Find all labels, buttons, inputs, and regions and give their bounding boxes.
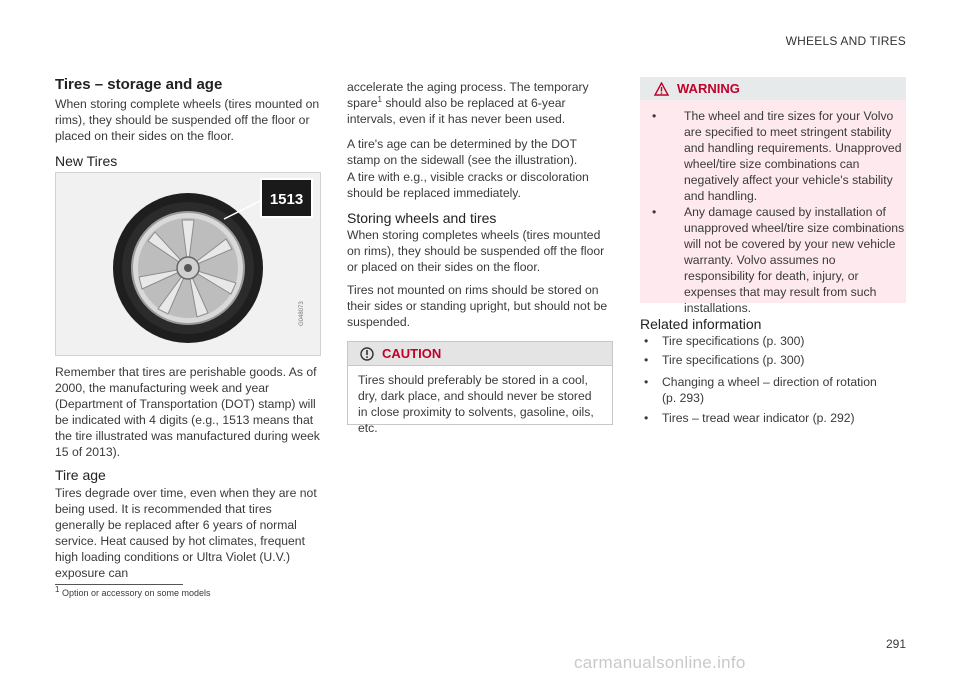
related-link[interactable]: Tire specifications (p. 300): [662, 334, 805, 348]
warning-item: [652, 204, 905, 315]
warning-triangle-icon: [654, 82, 669, 96]
page-header: WHEELS AND TIRES: [785, 34, 906, 48]
warning-item-text: The wheel and tire sizes for your Volvo are specified to meet stringent stability and handling requirements. Unapproved wheel/tire size combinations can negatively affect your vehicle's stability and handling.: [684, 109, 902, 203]
footnote-rule: [55, 584, 183, 585]
caution-label: CAUTION: [382, 345, 442, 361]
new-tires-heading: New Tires: [55, 153, 118, 169]
storing-heading: Storing wheels and tires: [347, 210, 497, 226]
storing-paragraph: When storing completes wheels (tires mounted on rims), they should be suspended off the floor or placed on their sides on the floor.: [347, 228, 605, 274]
figure-code: G048073: [299, 301, 305, 326]
related-link[interactable]: Tire specifications (p. 300): [662, 353, 805, 367]
intro-paragraph: When storing complete wheels (tires mounted on rims), they should be suspended off the floor or placed on their sides on the floor.: [55, 97, 320, 143]
tire-age-paragraph: Tires degrade over time, even when they are not being used. It is recommended that tires generally be replaced after 6 years of normal service. Heat caused by hot climates, frequent high loading conditions or Ultra Violet (U.V.) exposure can: [55, 486, 317, 580]
related-item: [644, 410, 906, 428]
not-mounted-paragraph: Tires not mounted on rims should be stored on their sides or standing upright, but should not be suspended.: [347, 283, 608, 329]
aging-paragraph: [347, 79, 613, 127]
warning-item-text: Any damage caused by installation of unapproved wheel/tire size combinations will not be covered by your new vehicle warranty. Volvo assumes no responsibility for death, injury, or expenses that may result from such installations.: [684, 205, 905, 315]
bullet-dot: •: [652, 205, 657, 219]
warning-item: [652, 108, 902, 203]
watermark: carmanualsonline.info: [574, 653, 746, 672]
related-item: [644, 333, 906, 351]
dot-paragraph: A tire's age can be determined by the DOT stamp on the sidewall (see the illustration).: [347, 137, 578, 167]
bullet-dot: •: [644, 334, 649, 348]
caution-box: [347, 341, 613, 435]
bullet-dot: •: [644, 411, 649, 425]
perishable-paragraph: Remember that tires are perishable goods. As of 2000, the manufacturing week and year (Department of Transportation (DOT) stamp) will be indicated with 4 digits (e.g., 1513 means that the tire illustrated was manufactured during week 15 of 2013).: [55, 365, 320, 459]
aging-text-a: accelerate the aging process. The temporary spare: [347, 80, 589, 110]
cracks-paragraph: A tire with e.g., visible cracks or discoloration should be replaced immediately.: [347, 170, 589, 200]
caution-text: Tires should preferably be stored in a cool, dry, dark place, and should never be stored in close proximity to solvents, gasoline, oils, etc.: [358, 373, 594, 435]
caution-icon: [360, 347, 374, 361]
warning-header: [640, 77, 906, 100]
related-item: [644, 374, 906, 408]
dot-stamp-label: 1513: [260, 178, 313, 218]
related-heading: Related information: [640, 316, 762, 332]
bullet-dot: •: [652, 109, 657, 123]
page-number: 291: [885, 637, 906, 651]
footnote-text: Option or accessory on some models: [61, 588, 211, 598]
bullet-dot: •: [644, 353, 649, 367]
related-link[interactable]: Tires – tread wear indicator (p. 292): [662, 411, 855, 425]
warning-label: WARNING: [677, 80, 740, 96]
related-item: [644, 352, 906, 370]
footnote: [55, 587, 211, 599]
related-link[interactable]: Changing a wheel – direction of rotation (p. 293): [662, 375, 877, 405]
footnote-marker: 1: [55, 585, 60, 594]
aging-text-b: should also be replaced at 6-year intervals, even if it has never been used.: [347, 96, 566, 126]
caution-header: [348, 342, 612, 366]
warning-box: [640, 77, 906, 315]
section-title: Tires – storage and age: [55, 76, 223, 93]
tire-age-heading: Tire age: [55, 467, 106, 483]
bullet-dot: •: [644, 375, 649, 389]
footnote-ref: 1: [377, 94, 382, 104]
